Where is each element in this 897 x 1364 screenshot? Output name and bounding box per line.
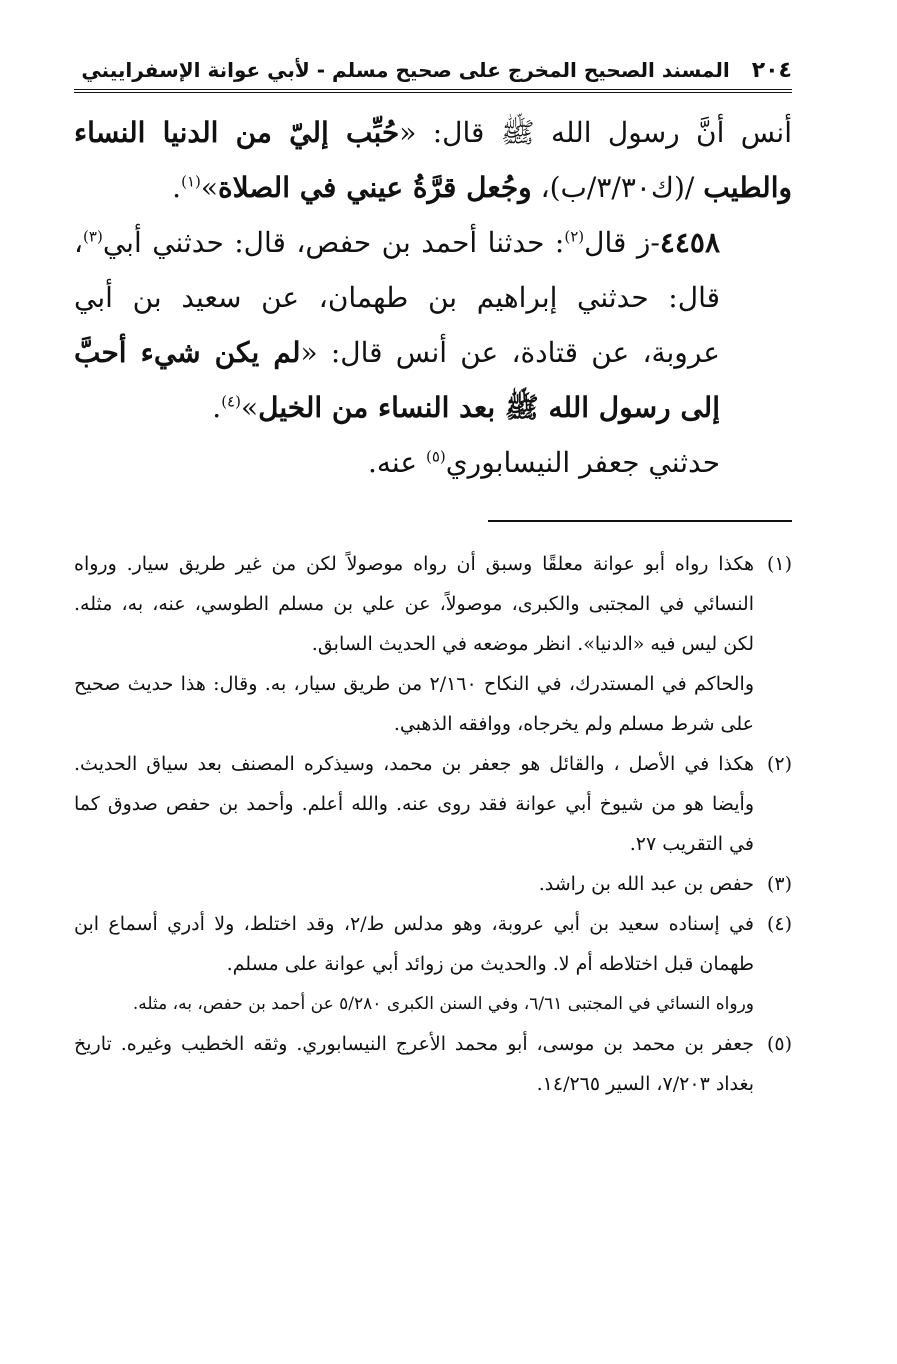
footnotes	[74, 544, 792, 1104]
footnote-text: جعفر بن محمد بن موسى، أبو محمد الأعرج النيسابوري. وثقه الخطيب وغيره. تاريخ بغداد ٧/٢٠٣، السير ١٤/٢٦٥.	[74, 1033, 754, 1095]
footnote-divider	[488, 520, 792, 522]
footnote-text: هكذا في الأصل ، والقائل هو جعفر بن محمد، وسيذكره المصنف بعد سياق الحديث. وأيضا هو من شيوخ أبي عوانة فقد روى عنه. والله أعلم. وأحمد بن حفص صدوق كما في التقريب ٢٧.	[74, 753, 754, 855]
hadith-text: لم يكن شيء أحبَّ إلى رسول الله ﷺ بعد النساء من الخيل	[74, 336, 720, 424]
book-title: المسند الصحيح المخرج على صحيح مسلم - لأبي عوانة الإسفراييني	[81, 58, 730, 82]
footnote-number: (٢)	[766, 753, 792, 775]
quote-close: »	[200, 171, 218, 204]
hadith-text-2: وجُعل قرَّةُ عيني في الصلاة	[218, 171, 532, 204]
footnote-1	[74, 544, 792, 664]
footnote-3	[74, 864, 792, 904]
narrator-text: حدثني جعفر النيسابوري	[445, 446, 720, 479]
narrator-text-2: عنه.	[368, 446, 426, 479]
page-header	[74, 58, 792, 93]
footnote-5	[74, 1024, 792, 1104]
quote-close: »	[240, 391, 259, 424]
book-page	[74, 58, 792, 1104]
footnote-4-continuation: ورواه النسائي في المجتبى ٦/٦١، وفي السنن الكبرى ٥/٢٨٠ عن أحمد بن حفص، به، مثله.	[132, 994, 754, 1014]
footnote-ref-5[interactable]: (٥)	[425, 447, 446, 466]
footnote-4	[74, 904, 792, 984]
paragraph-hadith-4458	[74, 215, 792, 435]
page-number: ٢٠٤	[751, 58, 792, 83]
narration-lead: -ز قال	[584, 226, 660, 259]
hadith-number: ٤٤٥٨	[659, 226, 720, 259]
footnote-ref-2[interactable]: (٢)	[564, 227, 585, 246]
footnote-text: هكذا رواه أبو عوانة معلقًا وسبق أن رواه موصولاً لكن من غير طريق سيار. ورواه النسائي في المجتبى والكبرى، موصولاً، عن علي بن مسلم الطوسي، عنه، به، مثله. لكن ليس فيه «الدنيا». انظر موضعه في الحديث السابق.	[74, 553, 754, 655]
period: .	[172, 171, 182, 204]
hadith-text: حُبِّب إليّ من الدنيا النساء والطيب	[74, 116, 792, 204]
manuscript-reference: /(ك٣/٣٠/ب)،	[531, 171, 704, 204]
footnote-2	[74, 744, 792, 864]
period: .	[212, 391, 222, 424]
footnote-number: (٥)	[766, 1033, 792, 1055]
footnote-ref-4[interactable]: (٤)	[221, 392, 241, 411]
main-text	[74, 105, 792, 490]
footnote-number: (١)	[766, 553, 792, 575]
isnad-text: : حدثنا أحمد بن حفص، قال: حدثني أبي	[102, 226, 565, 259]
footnote-number: (٤)	[766, 913, 792, 935]
footnote-text: في إسناده سعيد بن أبي عروبة، وهو مدلس ط/٢، وقد اختلط، ولا أدري أسماع ابن طهمان قبل اختلاطه أم لا. والحديث من زوائد أبي عوانة على مسلم.	[74, 913, 755, 975]
footnote-1-continuation: والحاكم في المستدرك، في النكاح ٢/١٦٠ من طريق سيار، به. وقال: هذا حديث صحيح على شرط مسلم ولم يخرجاه، ووافقه الذهبي.	[74, 673, 755, 735]
footnote-ref-3[interactable]: (٣)	[83, 227, 103, 246]
narration-lead: أنس أنَّ رسول الله ﷺ قال: «	[399, 116, 792, 149]
footnote-text: حفص بن عبد الله بن راشد.	[538, 873, 754, 895]
isnad-text-2: ، قال: حدثني إبراهيم بن طهمان، عن سعيد بن أبي عروبة، عن قتادة، عن أنس قال: «	[74, 226, 720, 369]
footnote-number: (٣)	[766, 873, 792, 895]
paragraph-hadith-continuation	[74, 105, 792, 215]
footnote-ref-1[interactable]: (١)	[181, 172, 201, 191]
paragraph-narrator-note	[74, 435, 792, 490]
